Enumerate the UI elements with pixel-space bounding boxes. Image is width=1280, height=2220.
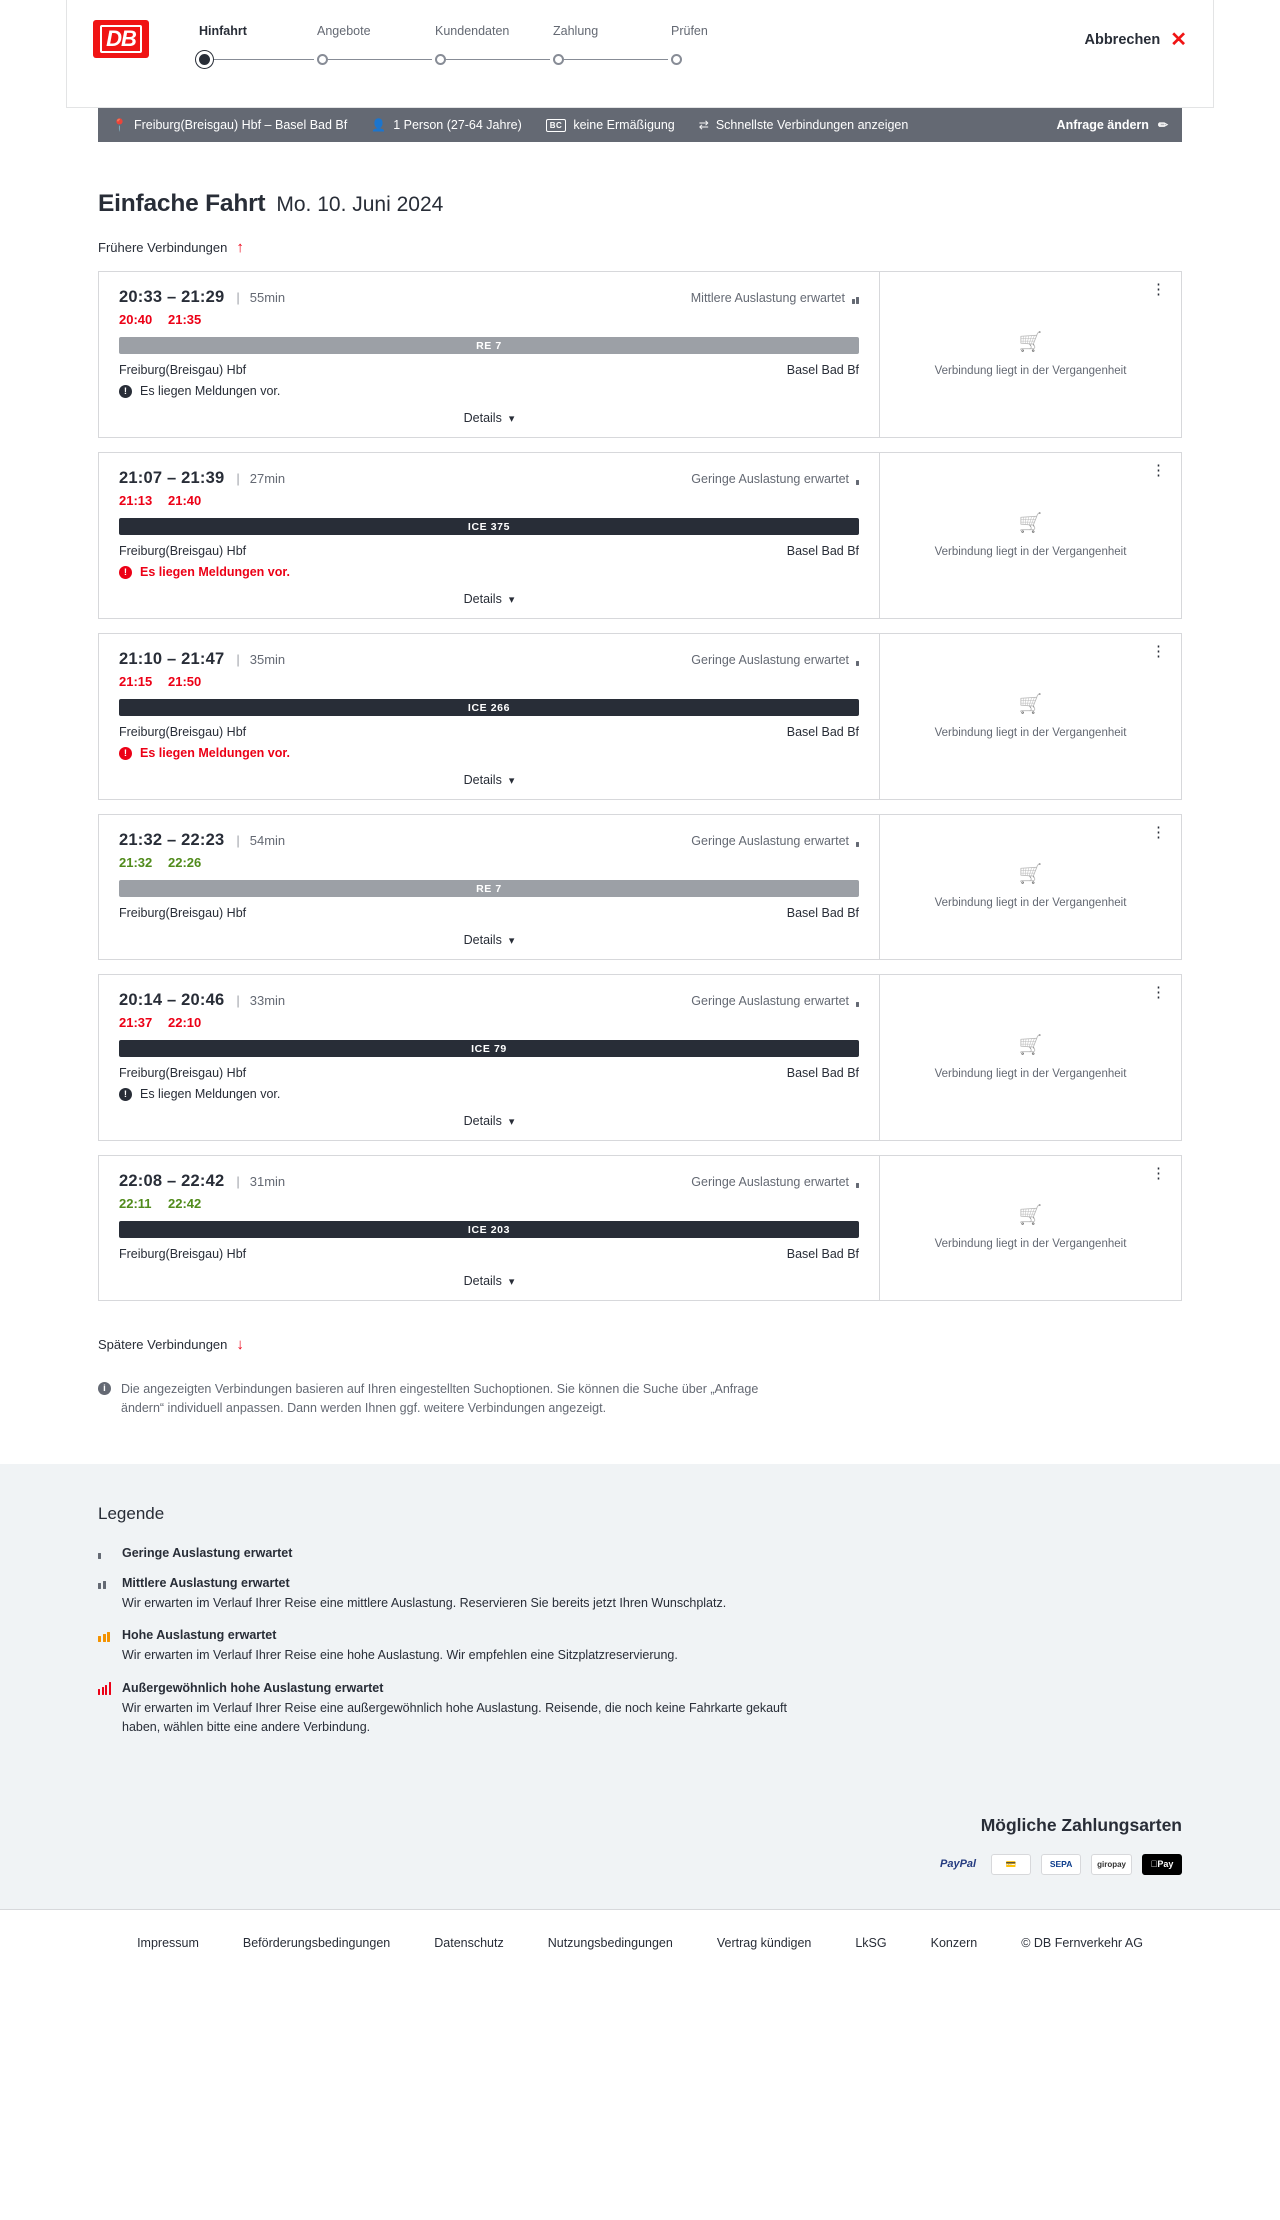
past-connection-note: Verbindung liegt in der Vergangenheit — [934, 364, 1127, 377]
realtime-times — [119, 855, 859, 870]
more-options-icon[interactable]: ⋮ — [1151, 281, 1167, 298]
legend-item — [98, 1628, 1182, 1665]
page-footer — [0, 1909, 1280, 1976]
realtime-departure: 21:32 — [119, 855, 153, 870]
realtime-departure: 21:13 — [119, 493, 153, 508]
person-icon: 👤 — [371, 118, 387, 132]
edit-query-button[interactable] — [1057, 118, 1168, 132]
step-dot-icon — [435, 54, 446, 65]
step-label: Kundendaten — [435, 24, 510, 38]
legend-item — [98, 1576, 1182, 1613]
info-icon: i — [98, 1382, 111, 1395]
past-connection-note: Verbindung liegt in der Vergangenheit — [934, 1067, 1127, 1080]
connection-header — [119, 469, 859, 488]
details-label: Details — [463, 592, 502, 606]
origin-station: Freiburg(Breisgau) Hbf — [119, 1247, 247, 1261]
utilization-indicator — [691, 472, 859, 486]
realtime-arrival: 21:35 — [168, 312, 202, 327]
origin-station: Freiburg(Breisgau) Hbf — [119, 363, 247, 377]
close-icon: ✕ — [1170, 29, 1187, 51]
location-pin-icon: 📍 — [112, 118, 127, 132]
page-title-text: Einfache Fahrt — [98, 190, 266, 217]
arrow-down-icon: ↓ — [236, 1336, 244, 1353]
checkout-stepper — [197, 24, 1187, 66]
connection-card[interactable] — [98, 814, 1182, 960]
chevron-down-icon: ▾ — [508, 593, 515, 606]
step-angebote[interactable] — [315, 24, 433, 66]
separator: | — [236, 471, 240, 486]
payment-method-list — [98, 1854, 1182, 1875]
realtime-departure: 22:11 — [119, 1196, 152, 1211]
past-connection-note: Verbindung liegt in der Vergangenheit — [934, 1238, 1127, 1251]
payment-section — [0, 1805, 1280, 1909]
train-badge: RE 7 — [119, 880, 859, 897]
destination-station: Basel Bad Bf — [786, 725, 859, 739]
origin-station: Freiburg(Breisgau) Hbf — [119, 906, 247, 920]
realtime-times — [119, 493, 859, 508]
connection-message[interactable] — [119, 1087, 859, 1101]
utilization-bars-icon — [852, 292, 859, 304]
planned-times: 20:33 – 21:29 — [119, 288, 225, 306]
later-connections-label: Spätere Verbindungen — [98, 1337, 228, 1352]
connection-card[interactable] — [98, 271, 1182, 438]
destination-station: Basel Bad Bf — [786, 544, 859, 558]
step-label: Zahlung — [553, 24, 599, 38]
utilization-indicator — [691, 1175, 859, 1189]
legend-item-head — [98, 1681, 1182, 1695]
arrow-up-icon: ↑ — [236, 239, 244, 256]
details-toggle[interactable] — [119, 592, 859, 618]
more-options-icon[interactable]: ⋮ — [1151, 643, 1167, 660]
footer-link-list — [98, 1936, 1182, 1950]
connection-booking-area — [879, 815, 1181, 959]
legend-item — [98, 1681, 1182, 1737]
details-toggle[interactable] — [119, 411, 859, 437]
connection-booking-area — [879, 634, 1181, 799]
train-badge: ICE 203 — [119, 1221, 859, 1238]
search-info-text: Die angezeigten Verbindungen basieren auf Ihren eingestellten Suchoptionen. Sie können die Suche über „Anfrage ändern“ individuell anpassen. Dann werden Ihnen ggf. weitere Verbindungen angezeigt. — [121, 1382, 759, 1415]
connection-header — [119, 831, 859, 850]
footer-link[interactable]: Beförderungsbedingungen — [242, 1935, 391, 1950]
connection-header — [119, 1172, 859, 1191]
connection-details — [99, 1156, 879, 1300]
alert-icon: ! — [119, 385, 132, 398]
footer-link[interactable]: Vertrag kündigen — [716, 1935, 812, 1950]
utilization-indicator — [691, 653, 859, 667]
step-connector-line — [446, 59, 550, 60]
utilization-label: Geringe Auslastung erwartet — [691, 1174, 849, 1189]
connection-message-text: Es liegen Meldungen vor. — [140, 384, 281, 398]
legend-item-description: Wir erwarten im Verlauf Ihrer Reise eine mittlere Auslastung. Reservieren Sie bereits jetzt Ihren Wunschplatz. — [122, 1595, 727, 1610]
utilization-label: Geringe Auslastung erwartet — [691, 652, 849, 667]
utilization-indicator — [691, 994, 859, 1008]
planned-times: 20:14 – 20:46 — [119, 991, 225, 1009]
connection-booking-area — [879, 453, 1181, 618]
connection-card[interactable] — [98, 974, 1182, 1141]
train-badge: RE 7 — [119, 337, 859, 354]
query-route-label: Freiburg(Breisgau) Hbf – Basel Bad Bf — [133, 118, 348, 132]
connection-message[interactable] — [119, 746, 859, 760]
legend-section — [0, 1464, 1280, 1805]
details-label: Details — [463, 773, 502, 787]
connection-header — [119, 288, 859, 307]
query-sorting-label: Schnellste Verbindungen anzeigen — [715, 118, 909, 132]
search-info-note — [98, 1380, 798, 1418]
separator: | — [236, 833, 240, 848]
duration: 54min — [249, 833, 286, 848]
station-row — [119, 906, 859, 920]
utilization-label: Mittlere Auslastung erwartet — [690, 290, 845, 305]
connection-list — [98, 271, 1182, 1301]
step-label: Hinfahrt — [199, 24, 247, 38]
query-discount-label: keine Ermäßigung — [573, 118, 675, 132]
utilization-bars-icon — [856, 473, 859, 485]
legend-item-description: Wir erwarten im Verlauf Ihrer Reise eine außergewöhnlich hohe Auslastung. Reisende, die noch keine Fahrkarte gekauft haben, wählen bitte eine andere Verbindung. — [122, 1701, 787, 1734]
cancel-label: Abbrechen — [1084, 32, 1161, 48]
duration: 31min — [249, 1174, 286, 1189]
realtime-arrival: 22:10 — [168, 1015, 202, 1030]
footer-link[interactable]: Nutzungsbedingungen — [547, 1935, 673, 1950]
more-options-icon[interactable]: ⋮ — [1151, 984, 1167, 1001]
legend-item-head — [98, 1576, 1182, 1590]
sepa-icon: SEPA — [1041, 1854, 1081, 1875]
connection-card[interactable] — [98, 633, 1182, 800]
shopping-cart-icon: 🛒 — [1018, 512, 1043, 534]
legend-item-list — [98, 1546, 1182, 1737]
realtime-times — [119, 1015, 859, 1030]
step-prüfen[interactable] — [669, 24, 787, 66]
duration: 55min — [249, 290, 286, 305]
more-options-icon[interactable]: ⋮ — [1151, 462, 1167, 479]
paypal-icon: PayPal — [940, 1858, 977, 1870]
chevron-down-icon: ▾ — [508, 1275, 515, 1288]
details-label: Details — [463, 933, 502, 947]
legend-item — [98, 1546, 1182, 1560]
connection-details — [99, 975, 879, 1140]
realtime-times — [119, 1196, 859, 1211]
swap-arrows-icon: ⇄ — [698, 118, 709, 132]
query-summary-bar — [98, 108, 1182, 142]
destination-station: Basel Bad Bf — [786, 363, 859, 377]
destination-station: Basel Bad Bf — [786, 1066, 859, 1080]
page-title — [98, 190, 1182, 218]
legend-item-head — [98, 1546, 1182, 1560]
past-connection-note: Verbindung liegt in der Vergangenheit — [934, 545, 1127, 558]
details-toggle[interactable] — [119, 1274, 859, 1300]
shopping-cart-icon: 🛒 — [1018, 864, 1043, 886]
connection-card[interactable] — [98, 1155, 1182, 1301]
details-label: Details — [463, 1114, 502, 1128]
main-content — [98, 142, 1182, 1418]
details-toggle[interactable] — [119, 773, 859, 799]
step-connector-line — [564, 59, 668, 60]
footer-link[interactable]: LkSG — [855, 1935, 887, 1950]
realtime-times — [119, 312, 859, 327]
later-connections-button[interactable] — [98, 1337, 244, 1352]
past-connection-note: Verbindung liegt in der Vergangenheit — [934, 726, 1127, 739]
realtime-times — [119, 674, 859, 689]
utilization-label: Geringe Auslastung erwartet — [691, 471, 849, 486]
utilization-label: Geringe Auslastung erwartet — [691, 833, 849, 848]
connection-header — [119, 991, 859, 1010]
chevron-down-icon: ▾ — [508, 934, 515, 947]
footer-copyright: © DB Fernverkehr AG — [1021, 1935, 1143, 1950]
utilization-bars-icon — [98, 1629, 111, 1642]
footer-link[interactable]: Impressum — [137, 1935, 199, 1950]
duration: 35min — [249, 652, 286, 667]
shopping-cart-icon: 🛒 — [1018, 331, 1043, 353]
creditcard-icon: 💳 — [991, 1854, 1031, 1875]
step-dot-icon — [553, 54, 564, 65]
planned-times: 21:07 – 21:39 — [119, 469, 225, 487]
more-options-icon[interactable]: ⋮ — [1151, 824, 1167, 841]
footer-link[interactable]: Datenschutz — [434, 1935, 504, 1950]
details-label: Details — [463, 1274, 502, 1288]
app-header — [66, 0, 1214, 108]
realtime-arrival: 21:40 — [168, 493, 202, 508]
pencil-icon: ✏ — [1157, 118, 1168, 132]
details-toggle[interactable] — [119, 933, 859, 959]
origin-station: Freiburg(Breisgau) Hbf — [119, 1066, 247, 1080]
edit-query-label: Anfrage ändern — [1056, 118, 1149, 132]
shopping-cart-icon: 🛒 — [1018, 693, 1043, 715]
train-badge: ICE 375 — [119, 518, 859, 535]
utilization-bars-icon — [856, 835, 859, 847]
details-toggle[interactable] — [119, 1114, 859, 1140]
cancel-button[interactable] — [1084, 30, 1187, 50]
station-row — [119, 1066, 859, 1080]
realtime-departure: 21:37 — [119, 1015, 153, 1030]
utilization-indicator — [691, 291, 859, 305]
separator: | — [236, 1174, 240, 1189]
planned-times: 22:08 – 22:42 — [119, 1172, 225, 1190]
legend-item-label: Geringe Auslastung erwartet — [122, 1545, 293, 1560]
step-indicator — [433, 54, 551, 66]
realtime-arrival: 21:50 — [168, 674, 202, 689]
shopping-cart-icon: 🛒 — [1018, 1205, 1043, 1227]
destination-station: Basel Bad Bf — [786, 906, 859, 920]
connection-message-text: Es liegen Meldungen vor. — [140, 565, 291, 579]
db-logo-text: DB — [100, 25, 142, 53]
step-hinfahrt[interactable] — [197, 24, 315, 66]
legend-item-label: Hohe Auslastung erwartet — [122, 1628, 277, 1643]
step-connector-line — [210, 59, 314, 60]
query-discount[interactable] — [546, 118, 675, 132]
step-connector-line — [328, 59, 432, 60]
separator: | — [236, 993, 240, 1008]
legend-item-head — [98, 1628, 1182, 1642]
planned-times: 21:32 – 22:23 — [119, 831, 225, 849]
legend-item-label: Außergewöhnlich hohe Auslastung erwartet — [122, 1681, 384, 1695]
chevron-down-icon: ▾ — [508, 412, 515, 425]
separator: | — [236, 290, 240, 305]
utilization-bars-icon — [98, 1576, 111, 1589]
legend-title: Legende — [98, 1503, 165, 1523]
legend-item-label: Mittlere Auslastung erwartet — [122, 1575, 290, 1590]
step-indicator — [197, 54, 315, 66]
connection-message-text: Es liegen Meldungen vor. — [140, 1087, 281, 1101]
chevron-down-icon: ▾ — [508, 774, 515, 787]
step-label: Angebote — [317, 24, 371, 38]
query-route[interactable] — [112, 118, 347, 132]
utilization-bars-icon — [98, 1546, 111, 1559]
connection-booking-area — [879, 1156, 1181, 1300]
step-dot-icon — [199, 54, 210, 65]
more-options-icon[interactable]: ⋮ — [1151, 1165, 1167, 1182]
destination-station: Basel Bad Bf — [786, 1247, 859, 1261]
separator: | — [236, 652, 240, 667]
connection-details — [99, 634, 879, 799]
step-indicator — [669, 54, 787, 66]
train-badge: ICE 79 — [119, 1040, 859, 1057]
query-passengers-label: 1 Person (27-64 Jahre) — [393, 118, 522, 132]
step-label: Prüfen — [671, 24, 708, 38]
earlier-connections-label: Frühere Verbindungen — [98, 240, 228, 255]
duration: 27min — [249, 471, 286, 486]
station-row — [119, 1247, 859, 1261]
earlier-connections-button[interactable] — [98, 240, 244, 255]
planned-times: 21:10 – 21:47 — [119, 650, 225, 668]
giropay-icon: giropay — [1091, 1854, 1132, 1875]
origin-station: Freiburg(Breisgau) Hbf — [119, 544, 247, 558]
alert-icon: ! — [119, 747, 132, 760]
connection-message[interactable] — [119, 565, 859, 579]
realtime-departure: 21:15 — [119, 674, 153, 689]
chevron-down-icon: ▾ — [508, 1115, 515, 1128]
db-logo-icon[interactable] — [93, 20, 149, 58]
connection-header — [119, 650, 859, 669]
utilization-bars-icon — [856, 654, 859, 666]
alert-icon: ! — [119, 1088, 132, 1101]
connection-booking-area — [879, 975, 1181, 1140]
connection-details — [99, 272, 879, 437]
page-title-date: Mo. 10. Juni 2024 — [276, 193, 444, 216]
payment-title: Mögliche Zahlungsarten — [980, 1814, 1182, 1835]
legend-item-description: Wir erwarten im Verlauf Ihrer Reise eine hohe Auslastung. Wir empfehlen eine Sitzplatzreservierung. — [122, 1648, 678, 1663]
step-indicator — [551, 54, 669, 66]
connection-card[interactable] — [98, 452, 1182, 619]
bahncard-icon: BC — [546, 119, 567, 132]
details-label: Details — [463, 411, 502, 425]
connection-message-text: Es liegen Meldungen vor. — [140, 746, 291, 760]
realtime-arrival: 22:26 — [168, 855, 202, 870]
origin-station: Freiburg(Breisgau) Hbf — [119, 725, 247, 739]
station-row — [119, 544, 859, 558]
station-row — [119, 363, 859, 377]
step-kundendaten[interactable] — [433, 24, 551, 66]
station-row — [119, 725, 859, 739]
query-passengers[interactable] — [371, 118, 522, 132]
connection-details — [99, 453, 879, 618]
step-dot-icon — [671, 54, 682, 65]
utilization-bars-icon — [856, 1176, 859, 1188]
realtime-departure: 20:40 — [119, 312, 153, 327]
utilization-bars-icon — [98, 1682, 111, 1695]
step-zahlung[interactable] — [551, 24, 669, 66]
query-sorting[interactable] — [699, 118, 909, 132]
utilization-bars-icon — [856, 995, 859, 1007]
connection-booking-area — [879, 272, 1181, 437]
connection-details — [99, 815, 879, 959]
realtime-arrival: 22:42 — [168, 1196, 202, 1211]
footer-link[interactable]: Konzern — [930, 1935, 978, 1950]
utilization-label: Geringe Auslastung erwartet — [691, 993, 849, 1008]
applepay-icon: Pay — [1142, 1854, 1182, 1875]
step-indicator — [315, 54, 433, 66]
alert-icon: ! — [119, 566, 132, 579]
step-dot-icon — [317, 54, 328, 65]
shopping-cart-icon: 🛒 — [1018, 1034, 1043, 1056]
past-connection-note: Verbindung liegt in der Vergangenheit — [934, 897, 1127, 910]
connection-message[interactable] — [119, 384, 859, 398]
duration: 33min — [249, 993, 286, 1008]
utilization-indicator — [691, 834, 859, 848]
train-badge: ICE 266 — [119, 699, 859, 716]
